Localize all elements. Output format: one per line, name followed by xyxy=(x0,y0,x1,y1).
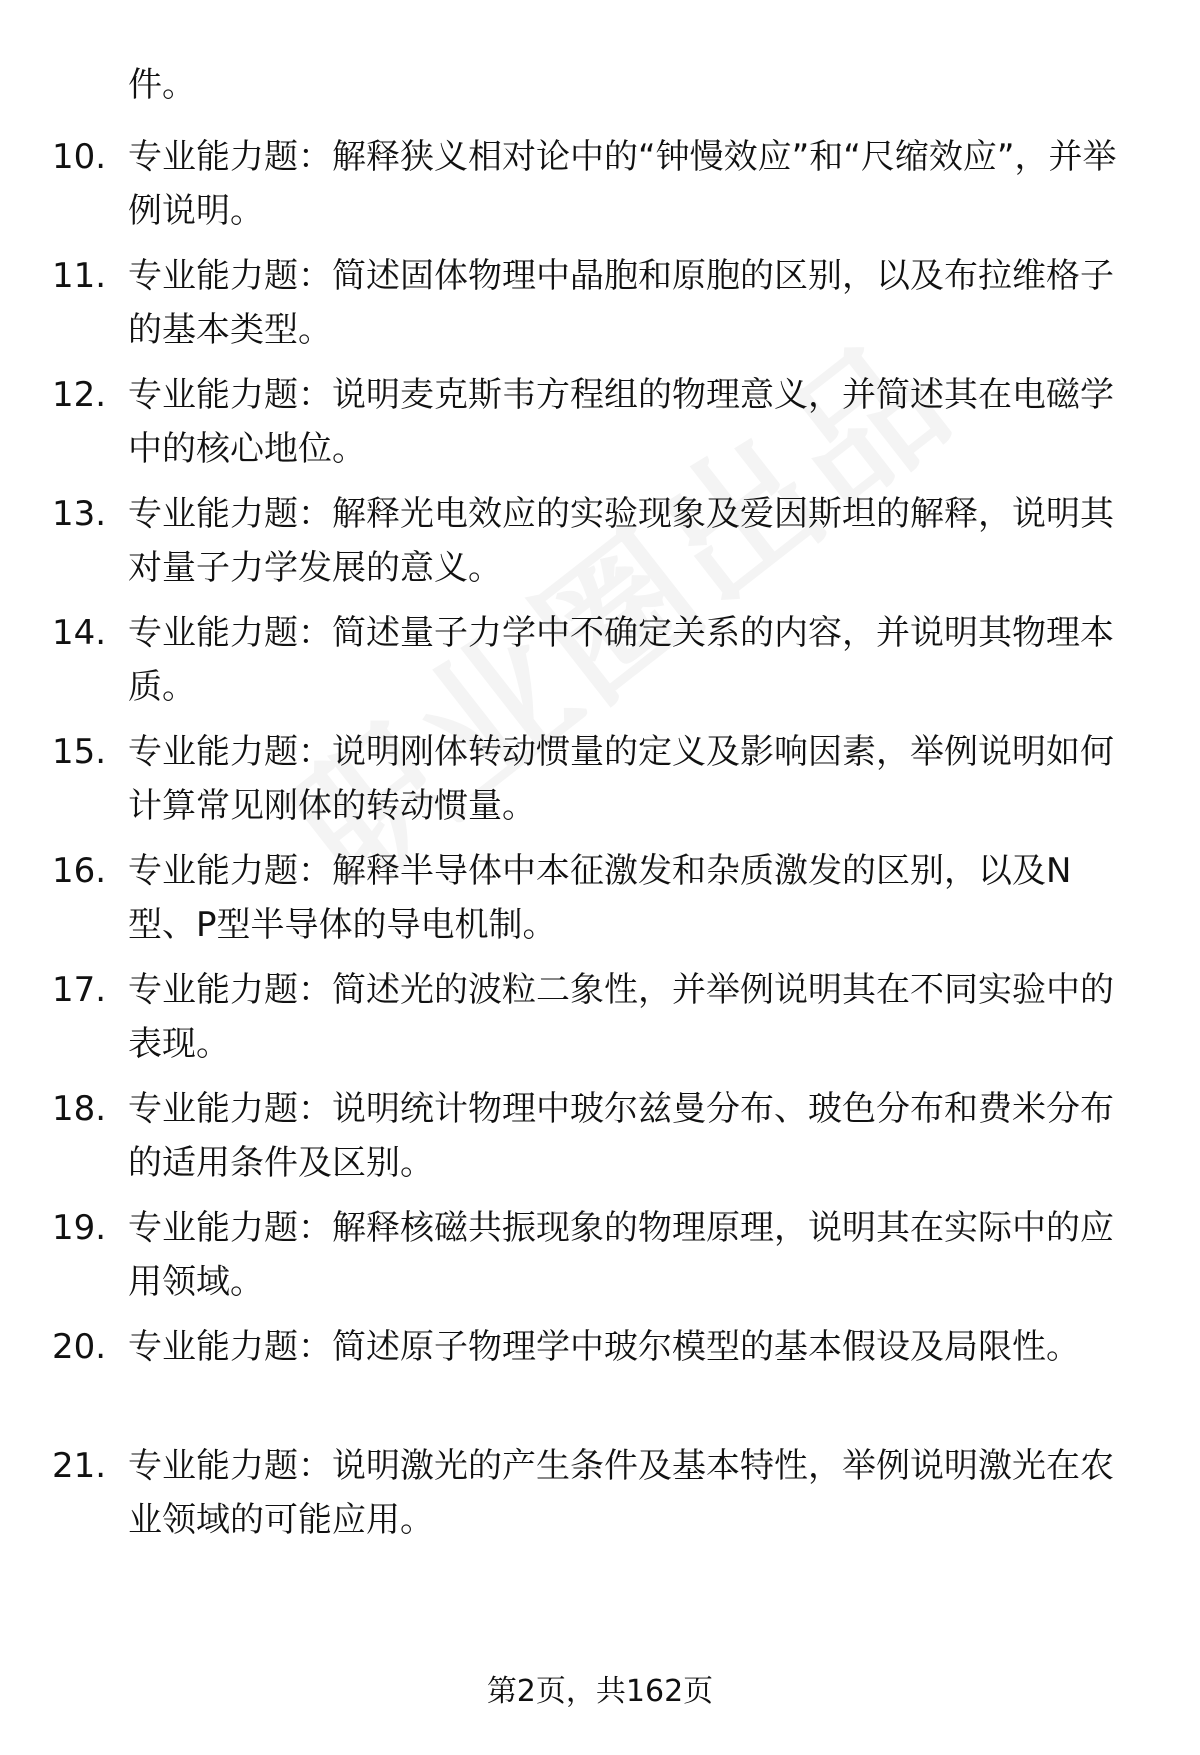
question-number: 17. xyxy=(52,970,107,1010)
question-number: 15. xyxy=(52,732,107,772)
question-item-10 xyxy=(0,130,1200,260)
question-number: 13. xyxy=(52,494,107,534)
question-item-18 xyxy=(0,1082,1200,1212)
question-number: 18. xyxy=(52,1089,107,1129)
continuation-text: 件。 xyxy=(128,65,196,105)
question-item-20 xyxy=(0,1320,1200,1450)
question-item-11 xyxy=(0,249,1200,379)
question-text: 专业能力题：简述量子力学中不确定关系的内容，并说明其物理本质。 xyxy=(128,613,1114,707)
question-number: 14. xyxy=(52,613,107,653)
question-item-19 xyxy=(0,1201,1200,1331)
question-item-14 xyxy=(0,606,1200,736)
question-number: 11. xyxy=(52,256,107,296)
question-text: 专业能力题：简述原子物理学中玻尔模型的基本假设及局限性。 xyxy=(128,1327,1080,1367)
question-number: 19. xyxy=(52,1208,107,1248)
question-text: 专业能力题：解释核磁共振现象的物理原理，说明其在实际中的应用领域。 xyxy=(128,1208,1114,1302)
question-number: 21. xyxy=(52,1446,107,1486)
question-number: 20. xyxy=(52,1327,107,1367)
question-text: 专业能力题：说明激光的产生条件及基本特性，举例说明激光在农业领域的可能应用。 xyxy=(128,1446,1114,1540)
question-text: 专业能力题：说明刚体转动惯量的定义及影响因素，举例说明如何计算常见刚体的转动惯量。 xyxy=(128,732,1114,826)
question-text: 专业能力题：说明麦克斯韦方程组的物理意义，并简述其在电磁学中的核心地位。 xyxy=(128,375,1114,469)
question-item-17 xyxy=(0,963,1200,1093)
question-number: 12. xyxy=(52,375,107,415)
question-number: 16. xyxy=(52,851,107,891)
question-item-21 xyxy=(0,1439,1200,1569)
page-footer: 第2页，共162页 xyxy=(486,1674,714,1709)
question-item-12 xyxy=(0,368,1200,498)
question-text: 专业能力题：简述光的波粒二象性，并举例说明其在不同实验中的表现。 xyxy=(128,970,1114,1064)
question-text: 专业能力题：解释半导体中本征激发和杂质激发的区别，以及N型、P型半导体的导电机制。 xyxy=(128,851,1072,945)
question-text: 专业能力题：简述固体物理中晶胞和原胞的区别，以及布拉维格子的基本类型。 xyxy=(128,256,1114,350)
question-number: 10. xyxy=(52,137,107,177)
question-item-13 xyxy=(0,487,1200,617)
question-item-15 xyxy=(0,725,1200,855)
question-text: 专业能力题：说明统计物理中玻尔兹曼分布、玻色分布和费米分布的适用条件及区别。 xyxy=(128,1089,1114,1183)
question-item-16 xyxy=(0,844,1200,974)
question-text: 专业能力题：解释狭义相对论中的“钟慢效应”和“尺缩效应”，并举例说明。 xyxy=(128,137,1117,231)
question-text: 专业能力题：解释光电效应的实验现象及爱因斯坦的解释，说明其对量子力学发展的意义。 xyxy=(128,494,1114,588)
